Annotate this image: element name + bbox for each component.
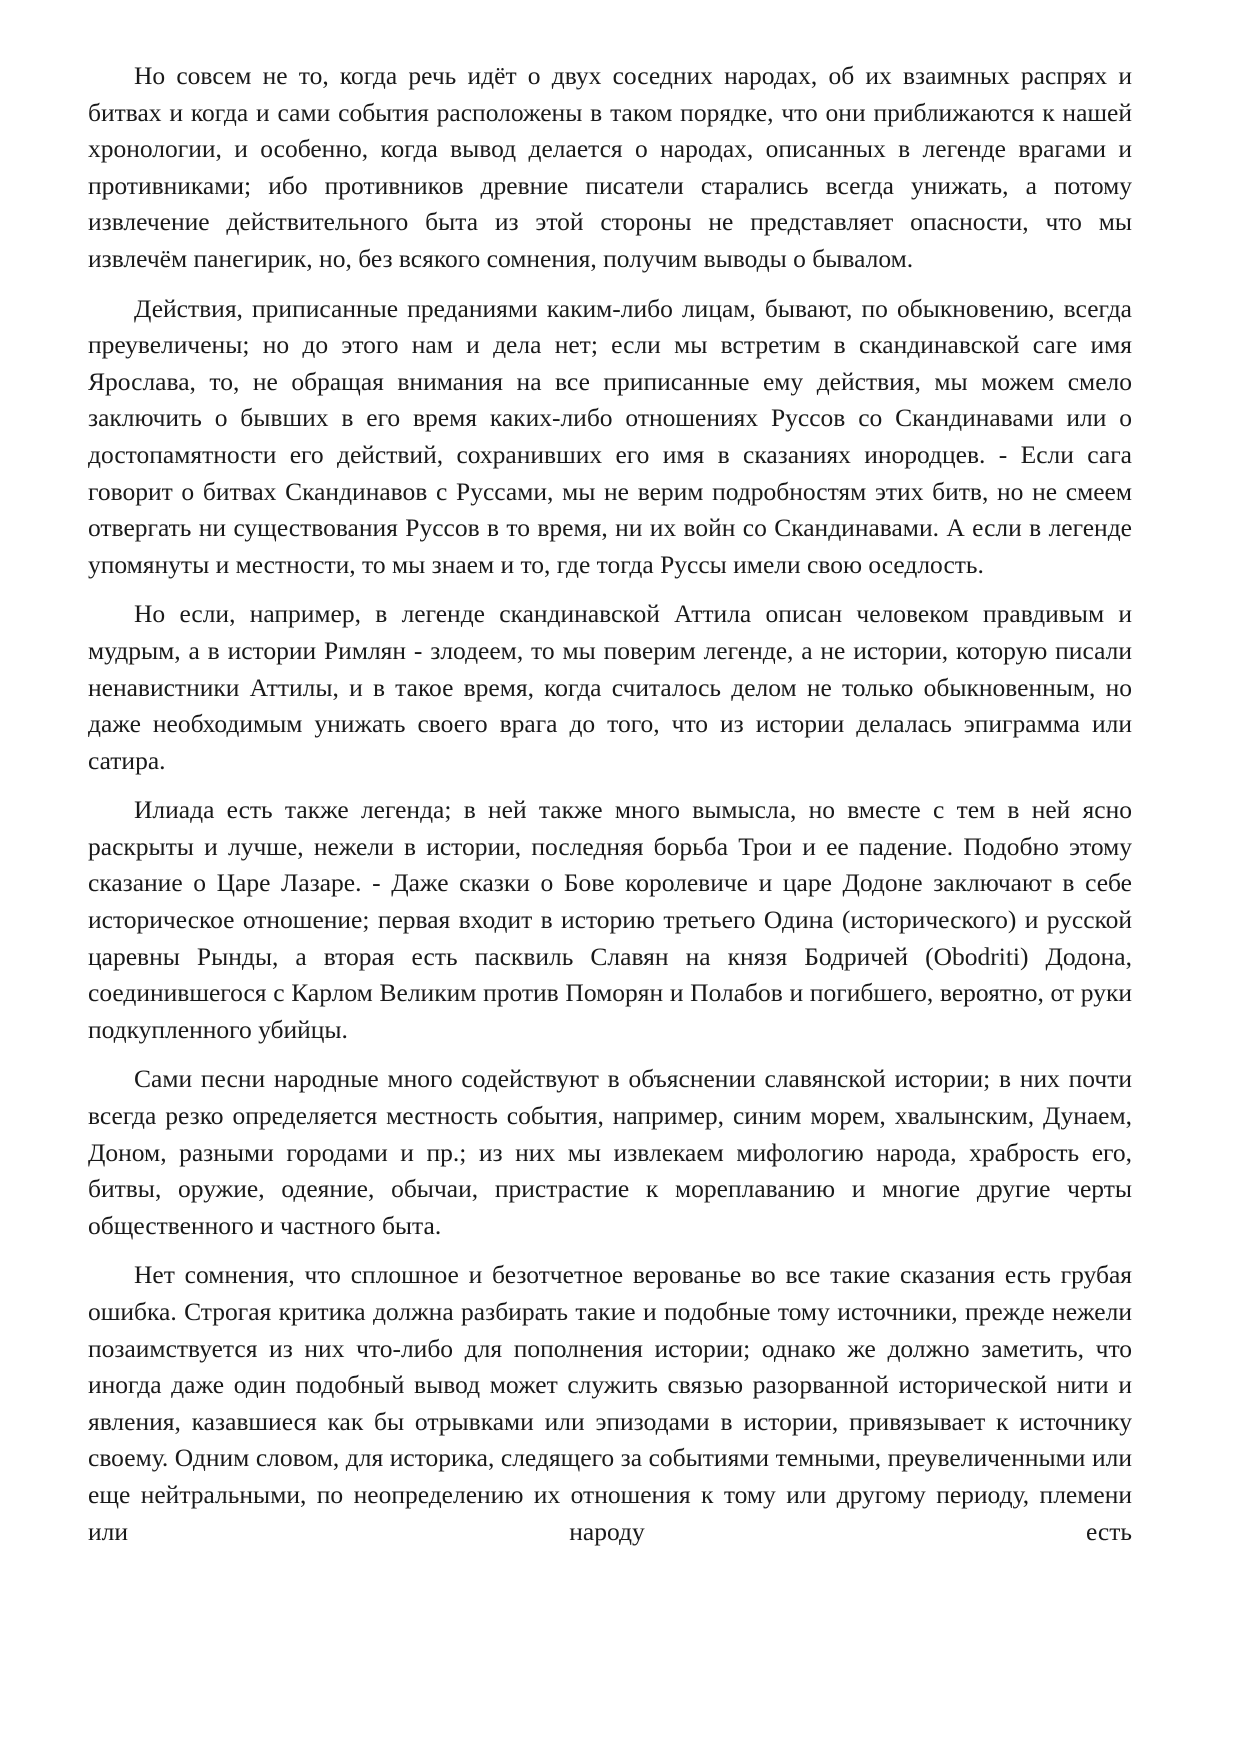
paragraph-4: Илиада есть также легенда; в ней также много вымысла, но вместе с тем в ней ясно раскрыты и лучше, нежели в истории, последняя борьба Трои и ее падение. Подобно этому сказание о Царе Лазаре. - Даже сказки о Бове королевиче и царе Додоне заключают в себе историческое отношение; первая входит в историю третьего Одина (исторического) и русской царевны Рынды, а вторая есть пасквиль Славян на князя Бодричей (Obodriti) Додона, соединившегося с Карлом Великим против Поморян и Полабов и погибшего, вероятно, от руки подкупленного убийцы.: [88, 795, 1132, 1044]
paragraph-6: Нет сомнения, что сплошное и безотчетное верованье во все такие сказания есть грубая ошибка. Строгая критика должна разбирать такие и подобные тому источники, прежде нежели позаимствуется из них что-либо для пополнения истории; однако же должно заметить, что иногда даже один подобный вывод может служить связью разорванной исторической нити и явления, казавшиеся как бы отрывками или эпизодами в истории, привязывает к источнику своему. Одним словом, для историка, следящего за событиями темными, преувеличенными или еще нейтральными, по неопределению их отношения к тому или другому периоду, племени или народу есть: [88, 1260, 1132, 1546]
body-text: [88, 58, 1132, 1550]
paragraph-1: Но совсем не то, когда речь идёт о двух соседних народах, об их взаимных распрях и битвах и когда и сами события расположены в таком порядке, что они приближаются к нашей хронологии, и особенно, когда вывод делается о народах, описанных в легенде врагами и противниками; ибо противников древние писатели старались всегда унижать, а потому извлечение действительного быта из этой стороны не представляет опасности, что мы извлечём панегирик, но, без всякого сомнения, получим выводы о бывалом.: [88, 61, 1132, 273]
paragraph-3: Но если, например, в легенде скандинавской Аттила описан человеком правдивым и мудрым, а в истории Римлян - злодеем, то мы поверим легенде, а не истории, которую писали ненавистники Аттилы, и в такое время, когда считалось делом не только обыкновенным, но даже необходимым унижать своего врага до того, что из истории делалась эпиграмма или сатира.: [88, 599, 1132, 775]
paragraph-5: Сами песни народные много содействуют в объяснении славянской истории; в них почти всегда резко определяется местность события, например, синим морем, хвалынским, Дунаем, Доном, разными городами и пр.; из них мы извлекаем мифологию народа, храбрость его, битвы, оружие, одеяние, обычаи, пристрастие к мореплаванию и многие другие черты общественного и частного быта.: [88, 1064, 1132, 1240]
paragraph-2: Действия, приписанные преданиями каким-либо лицам, бывают, по обыкновению, всегда преувеличены; но до этого нам и дела нет; если мы встретим в скандинавской саге имя Ярослава, то, не обращая внимания на все приписанные ему действия, мы можем смело заключить о бывших в его время каких-либо отношениях Руссов со Скандинавами или о достопамятности его действий, сохранивших его имя в сказаниях инородцев. - Если сага говорит о битвах Скандинавов с Руссами, мы не верим подробностям этих битв, но не смеем отвергать ни существования Руссов в то время, ни их войн со Скандинавами. А если в легенде упомянуты и местности, то мы знаем и то, где тогда Руссы имели свою оседлость.: [88, 293, 1132, 579]
